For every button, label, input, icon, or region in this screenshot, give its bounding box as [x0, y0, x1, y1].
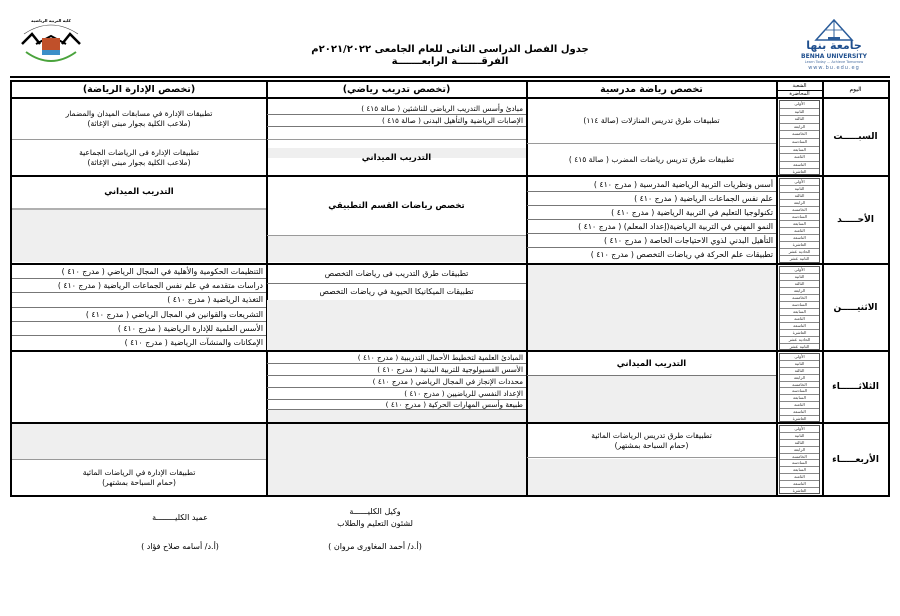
period-label: السابعة: [780, 147, 819, 155]
period-label: الثانية: [780, 274, 819, 281]
divider: [267, 235, 526, 236]
day-monday: الاثنيـــــن: [833, 302, 878, 313]
period-label: الثالثة: [780, 193, 819, 200]
empty-slot: [527, 376, 777, 422]
class-sun-school-3: تكنولوجيا التعليم في التربية الرياضية ( مدرج ٤١٠ ): [527, 206, 776, 220]
header-lecture: المحاضرة: [789, 91, 810, 97]
class-sat-school-2: تطبيقات طرق تدريس رياضات المضرب ( صالة ٤١٥ ): [568, 154, 735, 164]
course-name: تطبيقات طرق تدريس الرياضات المائية: [591, 430, 712, 440]
empty-slot: [527, 459, 777, 495]
course-location: (حمام السباحة بمشتهر): [102, 477, 176, 487]
period-label: التاسعة: [780, 409, 819, 416]
period-label: العاشرة: [792, 169, 807, 175]
day-saturday: السبـــــت: [833, 132, 878, 142]
period-label: الخامسة: [780, 454, 819, 461]
period-label: الثالثة: [780, 116, 819, 124]
period-label: التاسعة: [780, 162, 819, 170]
empty-slot: [267, 423, 527, 495]
period-label: الأولى: [780, 101, 819, 109]
class-mon-management-6: الإمكانات والمنشآت الرياضية ( مدرج ٤١٠ ): [124, 338, 263, 347]
class-sun-school-4: النمو المهني في التربية الرياضية(إعداد المعلم) ( مدرج ٤١٠ ): [527, 220, 776, 234]
dean-name: (أ.د/ أسامه صلاح فؤاد ): [141, 542, 219, 551]
period-list: [779, 100, 820, 175]
divider: [12, 208, 266, 210]
class-sun-school-1: أسس ونظريات التربية الرياضية المدرسية ( مدرج ٤١٠ ): [527, 178, 776, 192]
period-list: [779, 425, 820, 494]
empty-slot: [12, 209, 267, 262]
course-location: (حمام السباحة بمشتهر): [614, 440, 689, 450]
period-label: التاسعة: [780, 481, 819, 488]
class-sat-management-2: [12, 140, 266, 175]
period-label: الثانية: [780, 186, 819, 193]
class-mon-management-1: التنظيمات الحكومية والأهلية في المجال الرياضي ( مدرج ٤١٠ ): [12, 265, 266, 279]
header-section: الشعبة: [792, 83, 807, 89]
class-mon-management-5: الأسس العلمية للإدارة الرياضية ( مدرج ٤١٠ ): [12, 322, 266, 336]
empty-slot: [267, 300, 526, 350]
period-label: الثالثة: [780, 281, 819, 288]
period-label: العاشرة: [792, 488, 807, 494]
course-name: تطبيقات الإدارة في مسابقات الميدان والمضمار: [65, 109, 213, 118]
header-sports-management: (تخصص الإدارة الرياضة): [82, 84, 196, 95]
period-label: السادسة: [780, 214, 819, 221]
period-label: العاشرة: [780, 330, 819, 337]
period-label: الأولى: [780, 267, 819, 274]
period-label: الثانية عشر: [789, 256, 810, 261]
header-day: اليوم: [849, 86, 862, 93]
period-label: الثانية: [780, 361, 819, 368]
course-name: تطبيقات الإدارة في الرياضات المائية: [82, 467, 196, 477]
dean-title: عميد الكليــــــــة: [152, 513, 208, 522]
class-tue-training-4: الإعداد النفسي للرياضيين ( مدرج ٤١٠ ): [267, 388, 526, 400]
vice-dean-title: [310, 506, 440, 530]
vice-dean-title-line-2: لشئون التعليم والطلاب: [337, 519, 413, 528]
header-school-sports: تخصص رياضة مدرسية: [600, 84, 703, 95]
period-label: الأولى: [780, 179, 819, 186]
period-label: الثامنة: [780, 154, 819, 162]
period-label: السابعة: [780, 395, 819, 402]
period-label: الثالثة: [780, 368, 819, 375]
period-label: الرابعة: [780, 288, 819, 295]
period-label: السابعة: [780, 467, 819, 474]
class-mon-training-2: تطبيقات الميكانيكا الحيوية في رياضات التخصص: [319, 287, 474, 296]
empty-slot: [527, 263, 777, 350]
day-sunday: الأحـــــد: [837, 215, 874, 225]
class-sun-training: تخصص رياضات القسم التطبيقي: [328, 201, 465, 211]
period-label: الرابعة: [780, 447, 819, 454]
class-sun-school-2: علم نفس الجماعات الرياضية ( مدرج ٤١٠ ): [527, 192, 776, 206]
class-tue-training-1: المبادئ العلمية لتخطيط الأحمال التدريبية ( مدرج ٤١٠ ): [267, 352, 526, 364]
class-sat-training-2: الإصابات الرياضية والتأهيل البدنى ( صالة ٤١٥ ): [267, 115, 526, 127]
class-wed-management: [12, 459, 266, 495]
period-label: الثانية: [780, 109, 819, 117]
period-label: الرابعة: [780, 375, 819, 382]
page-title: [300, 44, 600, 68]
period-label: العاشرة: [792, 416, 807, 422]
header-divider: [10, 76, 890, 78]
course-name: تطبيقات الإدارة فى الرياضات الجماعية: [79, 147, 199, 157]
period-label: السادسة: [780, 388, 819, 395]
period-label: الثامنة: [780, 316, 819, 323]
period-label: الخامسة: [780, 382, 819, 389]
period-label: الثامنة: [780, 474, 819, 481]
period-label: الرابعة: [780, 200, 819, 207]
period-label: الثالثة: [780, 440, 819, 447]
class-tue-training-2: الأسس الفسيولوجية للتربية البدنية ( مدرج ٤١٠ ): [267, 364, 526, 376]
period-label: السادسة: [780, 302, 819, 309]
column-divider: [776, 82, 778, 495]
class-tue-training-3: محددات الإنجاز في المجال الرياضي ( مدرج ٤١٠ ): [267, 376, 526, 388]
header-sports-training: (تخصص تدريب رياضي): [342, 84, 451, 95]
faculty-logo: [18, 14, 84, 70]
period-list: [779, 353, 820, 422]
university-name-ar: جامعة بنها: [806, 39, 862, 52]
period-list: [779, 178, 820, 263]
university-name-en: BENHA UNIVERSITY: [801, 53, 867, 60]
class-mon-management-4: التشريعات والقوانين في المجال الرياضي ( مدرج ٤١٠ ): [12, 308, 266, 322]
period-label: الحادية عشر: [780, 337, 819, 344]
university-slogan: Learn Today ... Achieve Tomorrow: [804, 60, 864, 64]
class-mon-management-2: دراسات متقدمه في علم نفس الجماعات الرياضية ( مدرج ٤١٠ ): [12, 279, 266, 293]
class-sat-school-1: تطبيقات طرق تدريس المنازلات (صالة ١١٤): [583, 116, 720, 125]
class-sun-school-5: التأهيل البدني لذوي الاحتياجات الخاصة ( مدرج ٤١٠ ): [527, 234, 776, 248]
schedule-table: [10, 80, 890, 497]
period-label: الأولى: [780, 354, 819, 361]
class-sat-training-3: التدريب الميداني: [361, 152, 432, 163]
title-line-2: الفرقـــــــة الرابعـــــــة: [391, 56, 509, 67]
vice-dean-title-line-1: وكيل الكليــــــة: [349, 507, 401, 516]
period-label: الخامسة: [780, 295, 819, 302]
period-label: الرابعة: [780, 124, 819, 132]
period-label: السابعة: [780, 309, 819, 316]
period-label: التاسعة: [780, 323, 819, 330]
period-label: الأولى: [780, 426, 819, 433]
period-label: السابعة: [780, 221, 819, 228]
class-tue-training-5: طبيعة وأسس المهارات الحركية ( مدرج ٤١٠ ): [267, 400, 526, 410]
period-label: الخامسة: [780, 207, 819, 214]
period-label: الثانية عشر: [789, 344, 810, 349]
benha-university-logo: [778, 18, 890, 74]
class-sat-management-1: [12, 99, 266, 139]
period-label: الخامسة: [780, 131, 819, 139]
period-label: التاسعة: [780, 235, 819, 242]
period-label: الحادية عشر: [780, 249, 819, 256]
class-mon-management-3: التغذية الرياضية ( مدرج ٤١٠ ): [12, 293, 266, 308]
title-line-1: جدول الفصل الدراسى الثانى للعام الجامعى ٢٠٢١/٢٠٢٢م: [311, 44, 589, 55]
period-label: العاشرة: [780, 242, 819, 249]
period-label: الثامنة: [780, 402, 819, 409]
vice-dean-name: (أ.د/ أحمد المغاورى مروان ): [328, 542, 422, 551]
period-label: الثانية: [780, 433, 819, 440]
class-wed-school: [527, 424, 776, 458]
class-tue-school: التدريب الميداني: [527, 352, 776, 376]
class-sun-management: التدريب الميداني: [104, 187, 174, 197]
period-label: السادسة: [780, 139, 819, 147]
day-wednesday: الأربعـــــاء: [832, 454, 879, 465]
class-mon-training-1: تطبيقات طرق التدريب فى رياضات التخصص: [267, 265, 526, 284]
university-website: www.bu.edu.eg: [808, 65, 860, 71]
faculty-logo-text: كلية التربية الرياضية: [31, 18, 71, 23]
period-list: [779, 266, 820, 350]
period-label: الثامنة: [780, 228, 819, 235]
empty-slot: [12, 423, 267, 459]
period-label: السادسة: [780, 460, 819, 467]
empty-slot: [267, 410, 527, 422]
day-tuesday: الثلاثــــــاء: [832, 382, 879, 392]
class-sat-training-1: مبادئ وأسس التدريب الرياضي للناشئين ( صالة ٤١٥ ): [267, 103, 526, 115]
class-sun-school-6: تطبيقات علم الحركة في رياضات التخصص ( مدرج ٤١٠ ): [590, 250, 773, 259]
course-location: (ملاعب الكلية بجوار مبنى الإغاثة): [87, 157, 191, 167]
course-location: (ملاعب الكلية بجوار مبنى الإغاثة): [87, 119, 191, 128]
empty-slot: [267, 236, 527, 262]
